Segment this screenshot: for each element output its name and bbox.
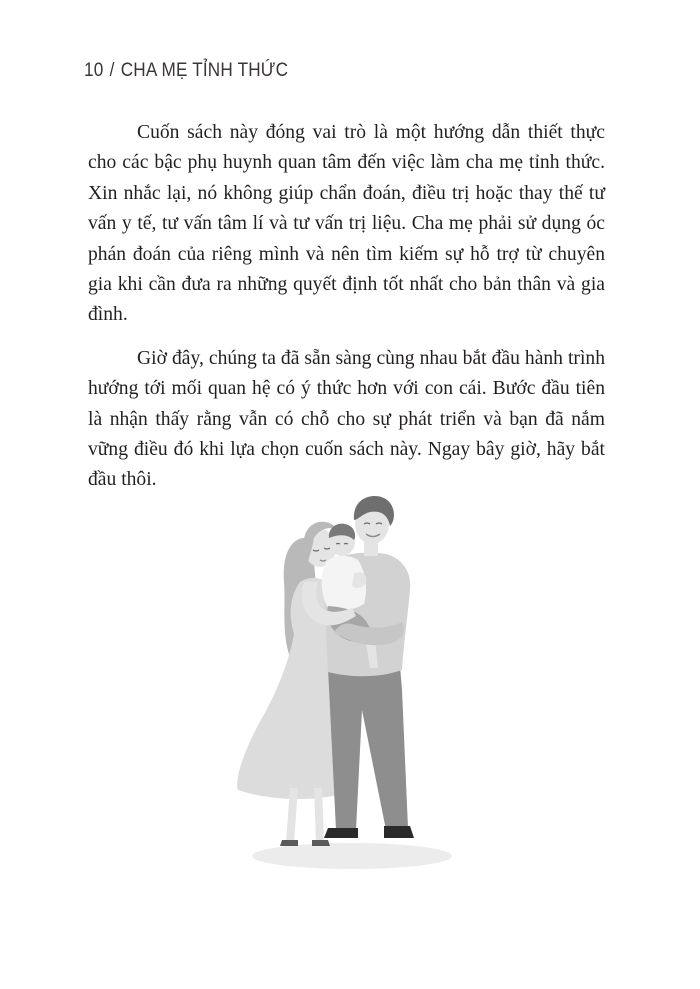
ground-shadow <box>252 843 452 869</box>
paragraph-1: Cuốn sách này đóng vai trò là một hướng dẫn thiết thực cho các bậc phụ huynh quan tâm đến việc làm cha mẹ tỉnh thức. Xin nhắc lại, nó không giúp chẩn đoán, điều trị hoặc thay thế tư vấn y tế, tư vấn tâm lí và tư vấn trị liệu. Cha mẹ phải sử dụng óc phán đoán của riêng mình và nên tìm kiếm sự hỗ trợ từ chuyên gia khi cần đưa ra những quyết định tốt nhất cho bản thân và gia đình. <box>88 122 605 326</box>
page-number: 10 <box>84 59 104 81</box>
running-head <box>84 59 288 82</box>
body-text <box>88 118 605 509</box>
paragraph-2: Giờ đây, chúng ta đã sẵn sàng cùng nhau bắt đầu hành trình hướng tới mối quan hệ có ý thức hơn với con cái. Bước đầu tiên là nhận thấy rằng vẫn có chỗ cho sự phát triển và bạn đã nắm vững điều đó khi lựa chọn cuốn sách này. Ngay bây giờ, hãy bắt đầu thôi. <box>88 347 605 491</box>
father-pants <box>328 666 408 830</box>
family-hug-illustration <box>224 490 474 875</box>
header-separator: / <box>109 59 115 81</box>
book-title: CHA MẸ TỈNH THỨC <box>120 59 289 81</box>
